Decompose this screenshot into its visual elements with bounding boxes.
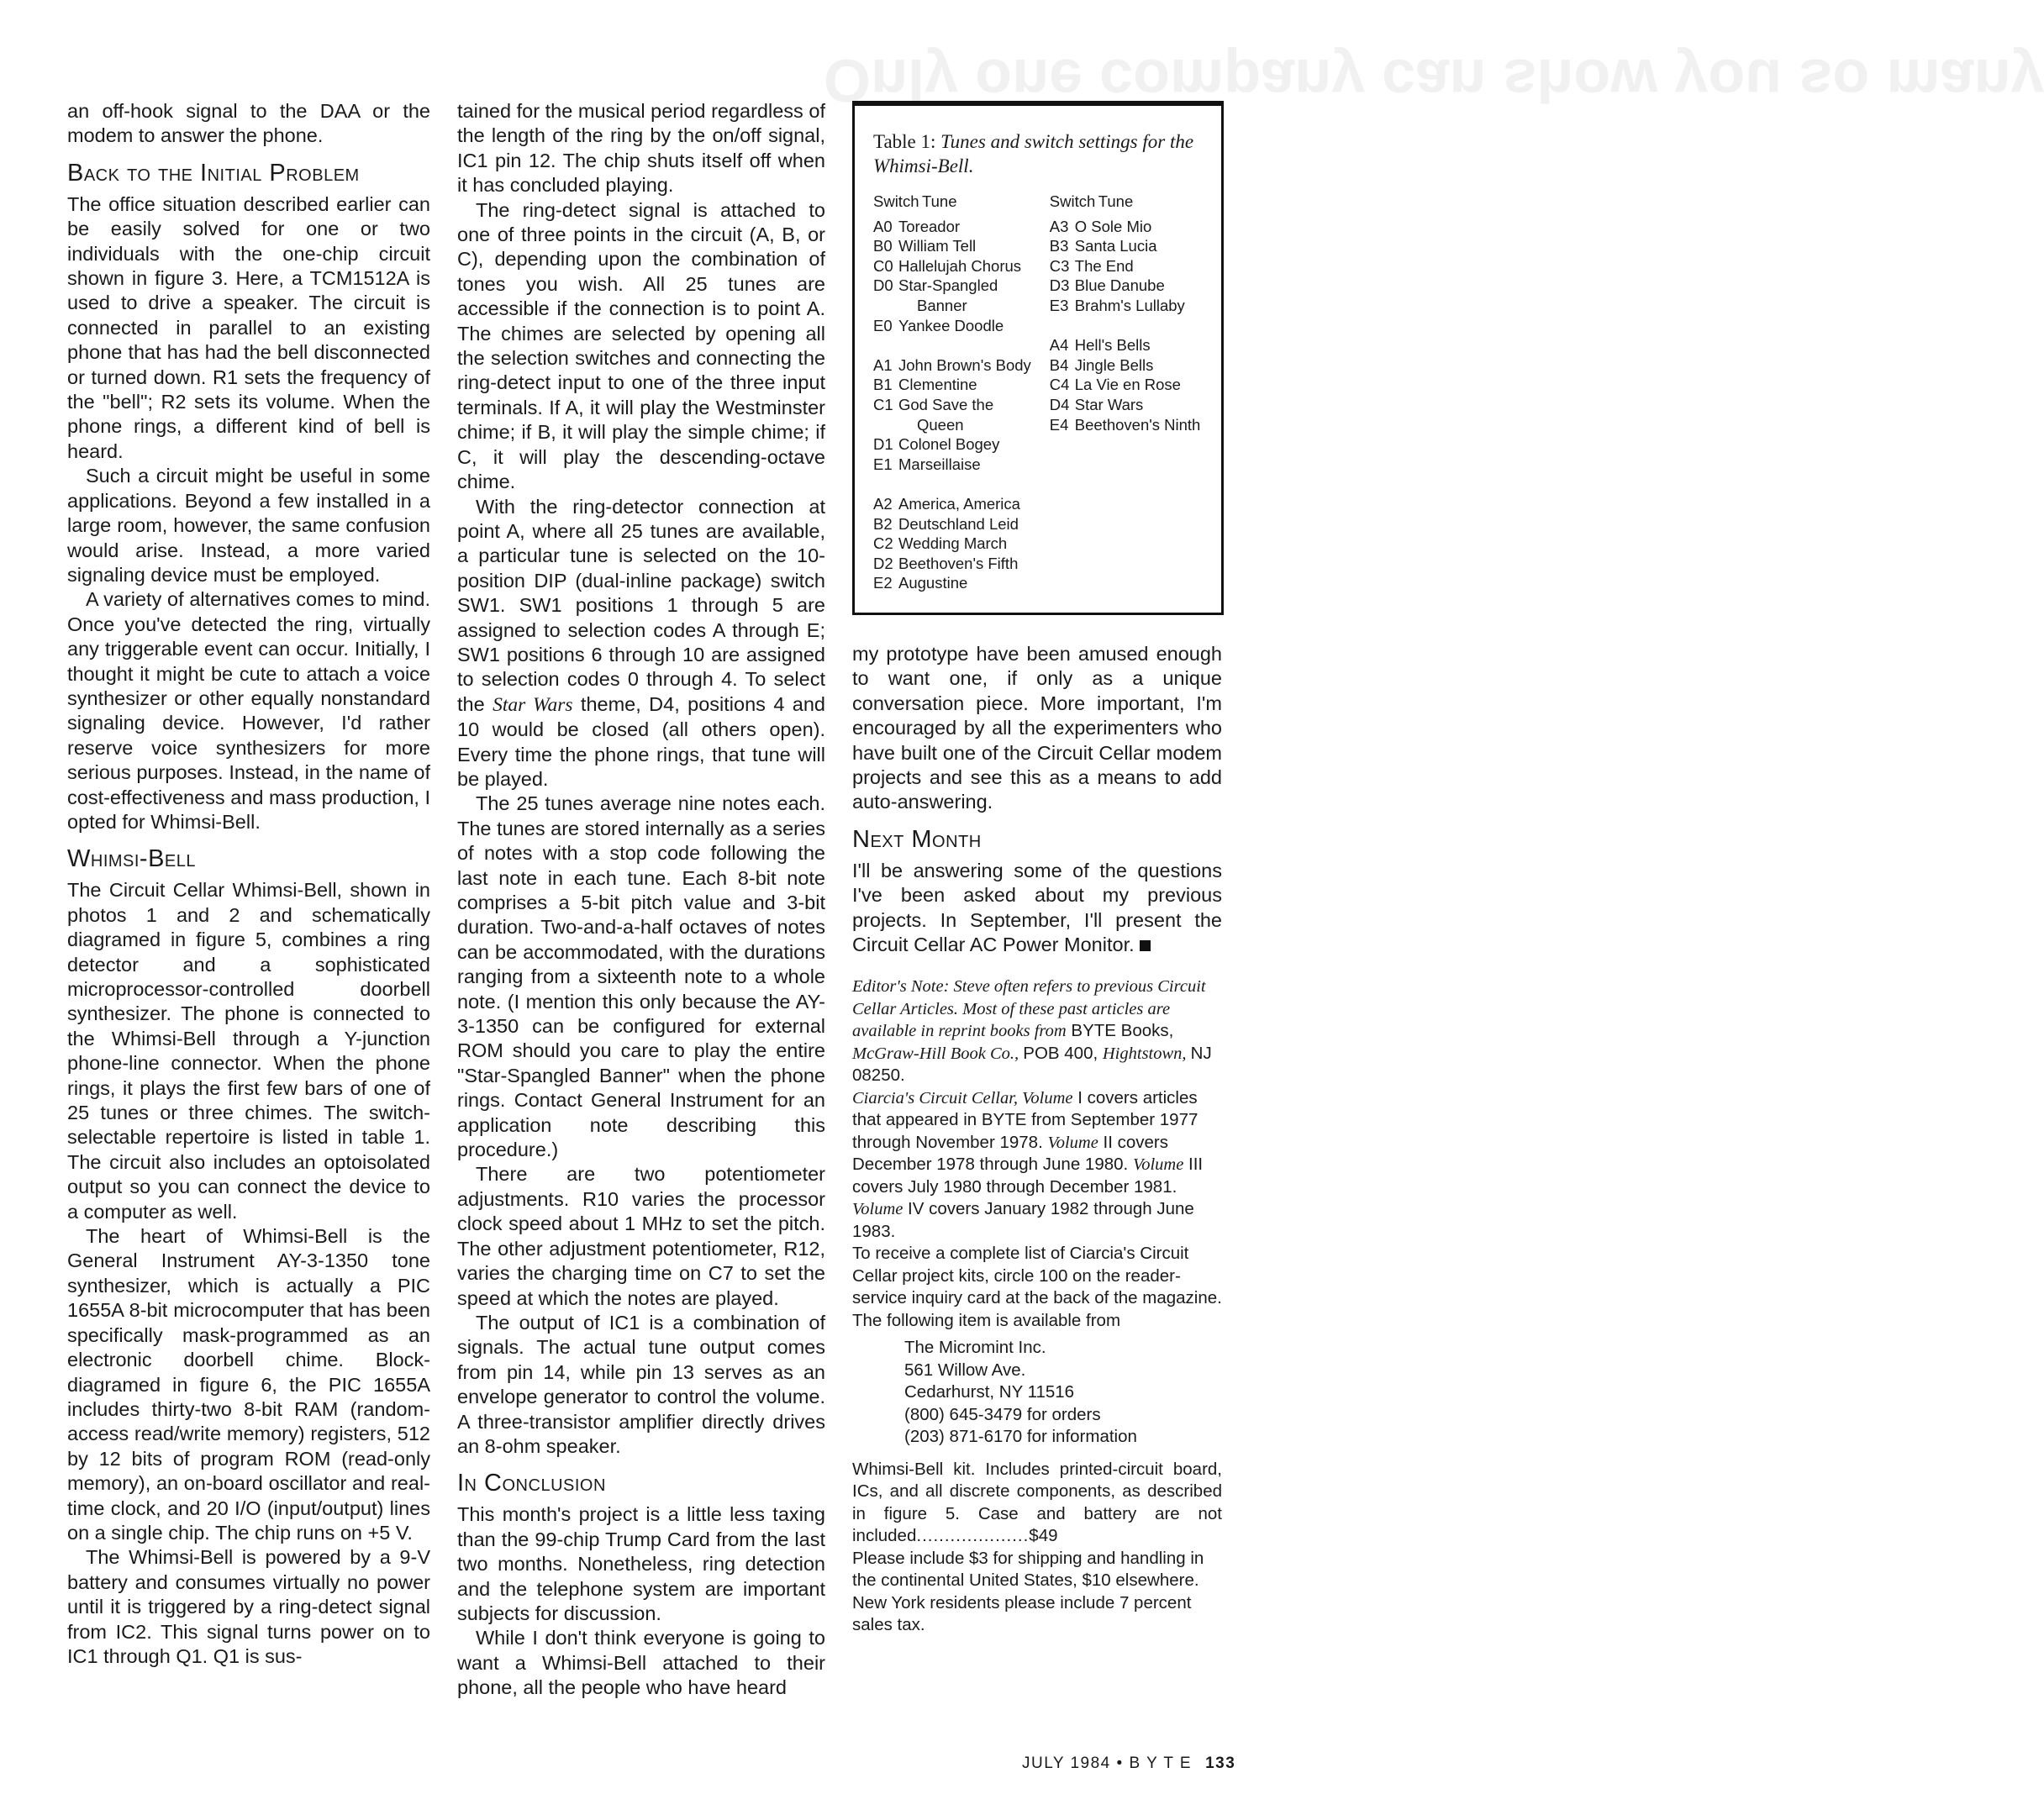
address-line: 561 Willow Ave. xyxy=(904,1360,1026,1380)
table-row xyxy=(1050,276,1206,296)
paragraph: While I don't think everyone is going to want a Whimsi-Bell attached to their phone, all the people who have heard xyxy=(457,1627,825,1699)
switch-code: A2 xyxy=(873,494,893,513)
tune-name: Yankee Doodle xyxy=(898,316,1004,334)
text-run: With the ring-detector connection at point A, where all 25 tunes are available, a particular tune is selected on the 10-position DIP (dual-inline package) switch SW1. SW1 positions 1 through 5 are assigned to selection codes A through E; SW1 positions 6 through 10 are assigned to selection codes 0 through 4. To select the xyxy=(457,495,825,715)
kits-note: To receive a complete list of Ciarcia's Circuit Cellar project kits, circle 100 on the reader-service inquiry card at the back of the magazine. xyxy=(852,1244,1222,1308)
text-run: NJ 08250. xyxy=(852,1043,1212,1086)
kit-listing xyxy=(852,1459,1222,1548)
section-heading-whimsi-bell: Whimsi-Bell xyxy=(67,845,197,873)
table-row xyxy=(1050,395,1206,415)
text-run: II covers December 1978 through June 1980. xyxy=(852,1132,1169,1175)
text-run: IV covers January 1982 through June 1983. xyxy=(852,1199,1194,1241)
text-run: I covers articles that appeared in BYTE from September 1977 through November 1978. xyxy=(852,1087,1198,1152)
text-run: theme, D4, positions 4 and 10 would be closed (all others open). Every time the phone rings, that tune will be played. xyxy=(457,692,826,790)
paragraph: A variety of alternatives comes to mind. Once you've detected the ring, virtually any triggerable event can occur. Initially, I thought it might be cute to attach a voice synthesizer or other equally nonstandard signaling device. However, I'd rather reserve voice synthesizers for more serious purposes. Instead, in the name of cost-effectiveness and mass production, I opted for Whimsi-Bell. xyxy=(67,588,430,833)
switch-code: D0 xyxy=(873,276,893,295)
table-row xyxy=(873,316,1050,336)
table-row xyxy=(1050,296,1206,316)
switch-code: A1 xyxy=(873,355,893,374)
switch-code: D4 xyxy=(1049,395,1070,413)
volumes-note xyxy=(852,1087,1222,1244)
tune-name: Wedding March xyxy=(898,534,1008,553)
italic-text: Ciarcia's Circuit Cellar, Volume xyxy=(852,1088,1073,1107)
switch-code: C0 xyxy=(873,256,893,275)
switch-code: E3 xyxy=(1049,296,1069,314)
tune-name: Banner xyxy=(917,296,967,314)
tune-name: Star Wars xyxy=(1074,395,1144,413)
paragraph: The heart of Whimsi-Bell is the General Instrument AY-3-1350 tone synthesizer, which is actually a PIC 1655A 8-bit microcomputer that has been specifically mask-programmed as an electronic doorbell chime. Block-diagramed in figure 6, the PIC 1655A includes thirty-two 8-bit RAM (random-access read/write memory) registers, 512 by 12 bits of program ROM (read-only memory), an on-board oscillator and real-time clock, and 20 I/O (input/output) lines on a single chip. The chip runs on +5 V. xyxy=(67,1225,430,1544)
table-column-right xyxy=(1050,192,1206,613)
switch-code: A3 xyxy=(1049,217,1069,235)
table-group xyxy=(873,355,1050,475)
table-row xyxy=(1050,355,1206,376)
tune-name: Santa Lucia xyxy=(1074,237,1157,255)
table-row xyxy=(873,236,1050,256)
switch-code xyxy=(873,296,898,316)
table-group xyxy=(873,217,1050,336)
tune-name: The End xyxy=(1074,256,1134,275)
kit-price: $49 xyxy=(1029,1526,1058,1546)
page-number: 133 xyxy=(1205,1754,1236,1772)
tune-name: Clementine xyxy=(898,376,977,394)
table-row xyxy=(1050,256,1206,276)
supplier-address xyxy=(904,1337,1222,1449)
availability-note: The following item is available from xyxy=(852,1310,1121,1330)
switch-code: E1 xyxy=(873,455,893,473)
table-number: Table 1: xyxy=(873,131,936,152)
table-caption xyxy=(873,129,1206,178)
switch-code: B3 xyxy=(1049,237,1069,255)
table-row xyxy=(1050,335,1206,355)
address-line: (800) 645-3479 for orders xyxy=(904,1404,1101,1424)
switch-code: B4 xyxy=(1049,355,1069,374)
tune-name: America, America xyxy=(898,494,1020,513)
tune-name: William Tell xyxy=(898,237,977,255)
switch-code: B2 xyxy=(873,514,893,533)
address-line: Cedarhurst, NY 11516 xyxy=(904,1382,1075,1402)
leader-dots: .................... xyxy=(916,1526,1030,1546)
tune-name: Deutschland Leid xyxy=(898,514,1019,533)
italic-text: Volume xyxy=(852,1200,903,1219)
paragraph: my prototype have been amused enough to want one, if only as a unique conversation piece. More important, I'm encouraged by all the experimenters who have built one of the Circuit Cellar modem projects and see this as a means to add auto-answering. xyxy=(852,643,1222,813)
switch-code: E0 xyxy=(873,316,893,334)
italic-text: Volume xyxy=(1132,1155,1184,1175)
header-switch: Switch xyxy=(1049,192,1096,210)
table-header xyxy=(873,192,1050,212)
table-row xyxy=(873,455,1050,475)
table-group xyxy=(1050,335,1206,434)
table-row xyxy=(1050,415,1206,435)
paragraph: The Whimsi-Bell is powered by a 9-V battery and consumes virtually no power until it is triggered by a ring-detect signal from IC2. This signal turns power on to IC1 through Q1. Q1 is sus- xyxy=(67,1546,430,1667)
switch-code: D3 xyxy=(1049,276,1070,295)
tune-name: La Vie en Rose xyxy=(1074,376,1181,394)
tune-name: Star-Spangled xyxy=(898,276,998,295)
address-line: (203) 871-6170 for information xyxy=(904,1427,1137,1447)
italic-text: Hightstown, xyxy=(1102,1044,1191,1063)
shipping-note: Please include $3 for shipping and handling in the continental United States, $10 elsewhere. New York residents please include 7 percent sales tax. xyxy=(852,1548,1204,1635)
tune-name: Colonel Bogey xyxy=(898,435,1000,454)
tune-name: Hallelujah Chorus xyxy=(898,256,1022,275)
italic-text: Editor's Note: Steve often refers to previous Circuit Cellar Articles. Most of these past articles are available in reprint books from xyxy=(852,977,1206,1041)
switch-code: E4 xyxy=(1049,415,1069,434)
table-row xyxy=(873,514,1050,534)
switch-code: C1 xyxy=(873,395,893,413)
table-row xyxy=(873,534,1050,554)
table-row xyxy=(873,256,1050,276)
paragraph: There are two potentiometer adjustments. R10 varies the processor clock speed about 1 MHz to set the pitch. The other adjustment potentiometer, R12, varies the charging time on C7 to set the speed at which the notes are played. xyxy=(457,1163,825,1309)
switch-code: B1 xyxy=(873,376,893,394)
paragraph: tained for the musical period regardless of the length of the ring by the on/off signal, IC1 pin 12. The chip shuts itself off when it has concluded playing. xyxy=(457,100,825,197)
switch-code: D1 xyxy=(873,435,893,454)
switch-code: B0 xyxy=(873,237,893,255)
table-row xyxy=(873,276,1050,296)
paragraph: The output of IC1 is a combination of signals. The actual tune output comes from pin 14, while pin 13 serves as an envelope generator to control the volume. A three-transistor amplifier directly drives an 8-ohm speaker. xyxy=(457,1311,825,1457)
switch-code: E2 xyxy=(873,574,893,592)
text-run: POB 400, xyxy=(1023,1043,1103,1063)
column-3 xyxy=(852,642,1222,1637)
italic-text: Volume xyxy=(1047,1133,1098,1152)
table-row xyxy=(873,415,1050,435)
table-row xyxy=(873,375,1050,395)
switch-code: D2 xyxy=(873,554,893,572)
editors-note xyxy=(852,976,1222,1087)
text-run: BYTE Books, xyxy=(1066,1021,1174,1041)
tune-name: Toreador xyxy=(898,217,961,235)
paragraph xyxy=(457,495,825,792)
switch-code: C4 xyxy=(1049,376,1070,394)
issue-label: JULY 1984 • B Y T E xyxy=(1022,1754,1193,1772)
address-line: The Micromint Inc. xyxy=(904,1338,1046,1358)
text-run: I'll be answering some of the questions I've been asked about my previous projects. In September, I'll present the Circuit Cellar AC Power Monitor. xyxy=(852,859,1222,956)
tune-name: Blue Danube xyxy=(1074,276,1165,295)
table-row xyxy=(1050,217,1206,237)
table-column-left xyxy=(873,192,1050,613)
section-heading-next-month: Next Month xyxy=(852,825,982,853)
table-row xyxy=(873,573,1050,593)
page-footer xyxy=(1022,1754,1235,1773)
table-row xyxy=(873,554,1050,574)
paragraph: The 25 tunes average nine notes each. The tunes are stored internally as a series of notes with a stop code following the last note in each tune. Each 8-bit note comprises a 5-bit pitch value and 3-bit duration. Two-and-a-half octaves of notes can be accommodated, with the durations ranging from a sixteenth note to a whole note. (I mention this only because the AY-3-1350 can be configured for external ROM should you care to play the entire "Star-Spangled Banner" when the phone rings. Contact General Instrument for an application note describing this procedure.) xyxy=(457,792,825,1161)
paragraph: The Circuit Cellar Whimsi-Bell, shown in photos 1 and 2 and schematically diagramed in figure 5, combines a ring detector and a sophisticated microprocessor-controlled doorbell synthesizer. The phone is connected to the Whimsi-Bell through a Y-junction phone-line connector. When the phone rings, it plays the first few bars of one of 25 tunes or three chimes. The switch-selectable repertoire is listed in table 1. The circuit also includes an optoisolated output so you can connect the device to a computer as well. xyxy=(67,879,430,1223)
switch-code xyxy=(873,415,898,435)
tune-name: John Brown's Body xyxy=(898,355,1031,374)
table-row xyxy=(873,395,1050,415)
tune-name: Hell's Bells xyxy=(1074,336,1151,355)
italic-text: McGraw-Hill Book Co., xyxy=(852,1044,1024,1063)
table-row xyxy=(873,355,1050,376)
table-row xyxy=(1050,375,1206,395)
paragraph: The office situation described earlier can be easily solved for one or two individuals with the one-chip circuit shown in figure 3. Here, a TCM1512A is used to drive a speaker. The circuit is connected in parallel to an existing phone that has had the bell disconnected or turned down. R1 sets the frequency of the "bell"; R2 sets its volume. When the phone rings, a different kind of bell is heard. xyxy=(67,192,430,462)
paragraph: an off-hook signal to the DAA or the modem to answer the phone. xyxy=(67,100,430,147)
tune-name: Jingle Bells xyxy=(1074,355,1154,374)
table-row xyxy=(873,296,1050,316)
table-row xyxy=(873,217,1050,237)
end-mark-icon xyxy=(1140,940,1151,951)
table-row xyxy=(873,494,1050,514)
tune-name: Beethoven's Fifth xyxy=(898,554,1019,572)
switch-code: A0 xyxy=(873,217,893,235)
table-header xyxy=(1050,192,1206,212)
column-2 xyxy=(457,99,825,1701)
text-run: Whimsi-Bell kit. Includes printed-circuit board, ICs, and all discrete components, as described in figure 5. Case and battery are not included xyxy=(852,1459,1222,1546)
tune-name: Beethoven's Ninth xyxy=(1074,415,1201,434)
switch-code: C3 xyxy=(1049,256,1070,275)
switch-code: A4 xyxy=(1049,336,1069,355)
tune-name: Queen xyxy=(917,415,964,434)
italic-text: Star Wars xyxy=(493,693,573,716)
tune-name: God Save the xyxy=(898,395,994,413)
bleed-through-text: Only one company can show you so many xyxy=(824,46,2044,113)
paragraph: Such a circuit might be useful in some applications. Beyond a few installed in a large room, however, the same confusion would arise. Instead, a more varied signaling device must be employed. xyxy=(67,465,430,586)
switch-code: C2 xyxy=(873,534,893,553)
tune-name: O Sole Mio xyxy=(1074,217,1152,235)
paragraph: The ring-detect signal is attached to one of three points in the circuit (A, B, or C), depending upon the combination of tones you wish. All 25 tunes are accessible if the connection is to point A. The chimes are selected by opening all the selection switches and connecting the ring-detect input to one of the three input terminals. If A, it will play the Westminster chime; if B, it will play the simple chime; if C, it will play the descending-octave chime. xyxy=(457,198,825,493)
text-run: III covers July 1980 through December 1981. xyxy=(852,1155,1204,1197)
paragraph: This month's project is a little less taxing than the 99-chip Trump Card from the last two months. Nonetheless, ring detection and the telephone system are important subjects for discussion. xyxy=(457,1503,825,1624)
table-title: Tunes and switch settings for the Whimsi-Bell. xyxy=(873,131,1194,176)
table-grid xyxy=(873,192,1206,613)
header-tune: Tune xyxy=(922,192,957,210)
paragraph xyxy=(852,859,1222,958)
tunes-table xyxy=(852,101,1224,615)
column-1 xyxy=(67,99,430,1669)
header-tune: Tune xyxy=(1098,192,1134,210)
table-row xyxy=(873,434,1050,455)
header-switch: Switch xyxy=(873,192,919,210)
section-heading-back-to-initial-problem: Back to the Initial Problem xyxy=(67,159,360,187)
tune-name: Brahm's Lullaby xyxy=(1074,296,1185,314)
tune-name: Marseillaise xyxy=(898,455,981,473)
section-heading-in-conclusion: In Conclusion xyxy=(457,1470,606,1497)
table-group xyxy=(1050,217,1206,316)
table-row xyxy=(1050,236,1206,256)
tune-name: Augustine xyxy=(898,574,968,592)
table-group xyxy=(873,494,1050,593)
